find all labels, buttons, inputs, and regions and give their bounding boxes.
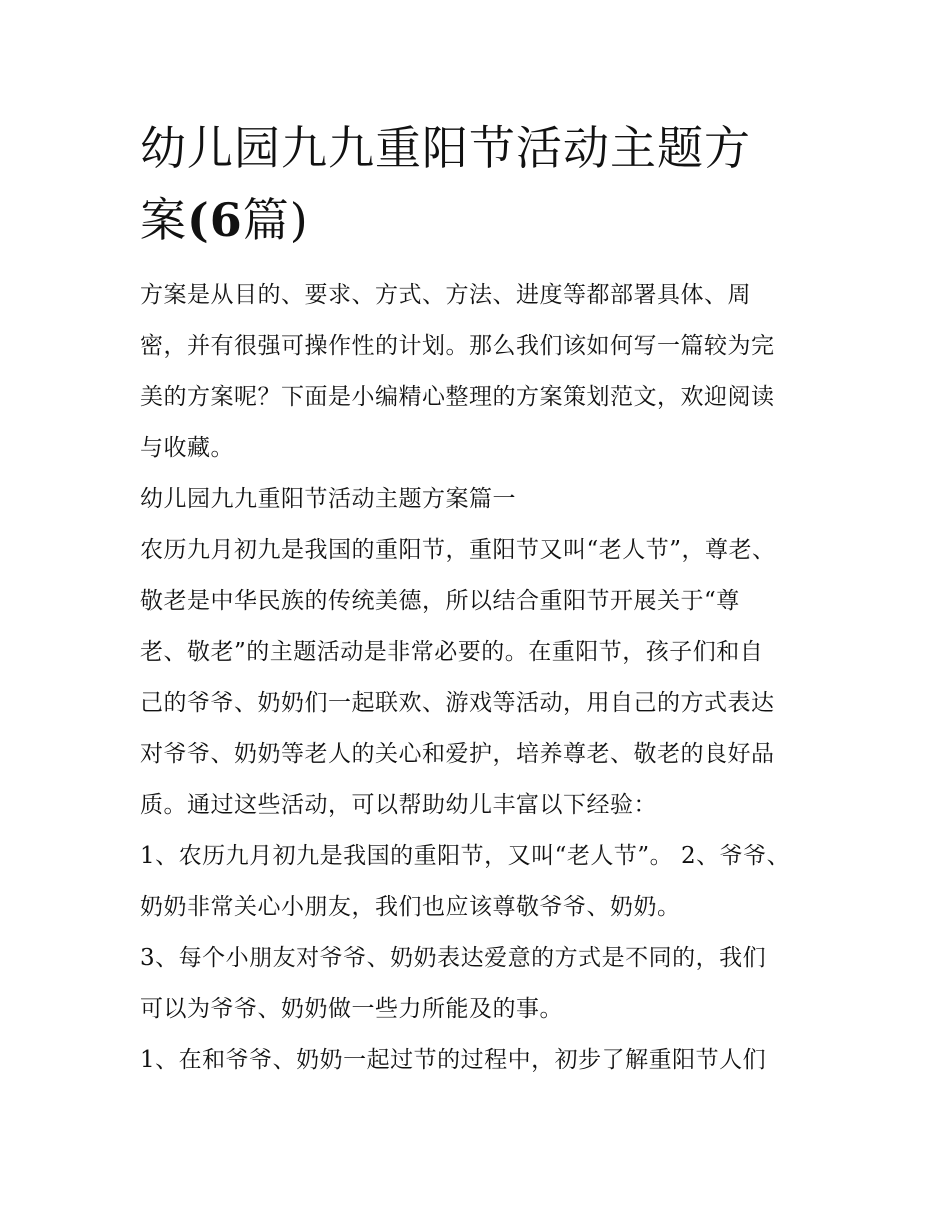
text-line: 方案是从目的、要求、方式、方法、进度等都部署具体、周	[140, 282, 751, 308]
list-item: 奶奶非常关心小朋友，我们也应该尊敬爷爷、奶奶。	[140, 894, 681, 920]
text-line: 农历九月初九是我国的重阳节，重阳节又叫“老人节”，尊老、	[140, 537, 776, 563]
section-heading: 幼儿园九九重阳节活动主题方案篇一	[140, 486, 516, 512]
list-item: 可以为爷爷、奶奶做一些力所能及的事。	[140, 996, 563, 1022]
text-line: 与收藏。	[140, 435, 234, 461]
title-line-2-count: (6	[187, 193, 243, 247]
text-line: 对爷爷、奶奶等老人的关心和爱护，培养尊老、敬老的良好品	[140, 741, 775, 767]
list-item: 1、在和爷爷、奶奶一起过节的过程中，初步了解重阳节人们	[140, 1047, 767, 1073]
text-line: 美的方案呢？下面是小编精心整理的方案策划范文，欢迎阅读	[140, 384, 775, 410]
text-line: 密，并有很强可操作性的计划。那么我们该如何写一篇较为完	[140, 333, 775, 359]
title-line-1: 幼儿园九九重阳节活动主题方	[140, 121, 751, 175]
document-content	[140, 112, 812, 1086]
text-line: 质。通过这些活动，可以帮助幼儿丰富以下经验：	[140, 792, 657, 818]
text-line: 己的爷爷、奶奶们一起联欢、游戏等活动，用自己的方式表达	[140, 690, 775, 716]
text-line: 敬老是中华民族的传统美德，所以结合重阳节开展关于“尊	[140, 588, 740, 614]
document-title	[140, 112, 812, 256]
list-item: 1、农历九月初九是我国的重阳节，又叫“老人节”。 2、爷爷、	[140, 843, 791, 869]
text-line: 老、敬老”的主题活动是非常必要的。在重阳节，孩子们和自	[140, 639, 764, 665]
title-line-2-end: 篇)	[242, 193, 309, 247]
document-body	[140, 270, 812, 1086]
title-line-2-cjk: 案	[140, 193, 187, 247]
list-item: 3、每个小朋友对爷爷、奶奶表达爱意的方式是不同的，我们	[140, 945, 767, 971]
